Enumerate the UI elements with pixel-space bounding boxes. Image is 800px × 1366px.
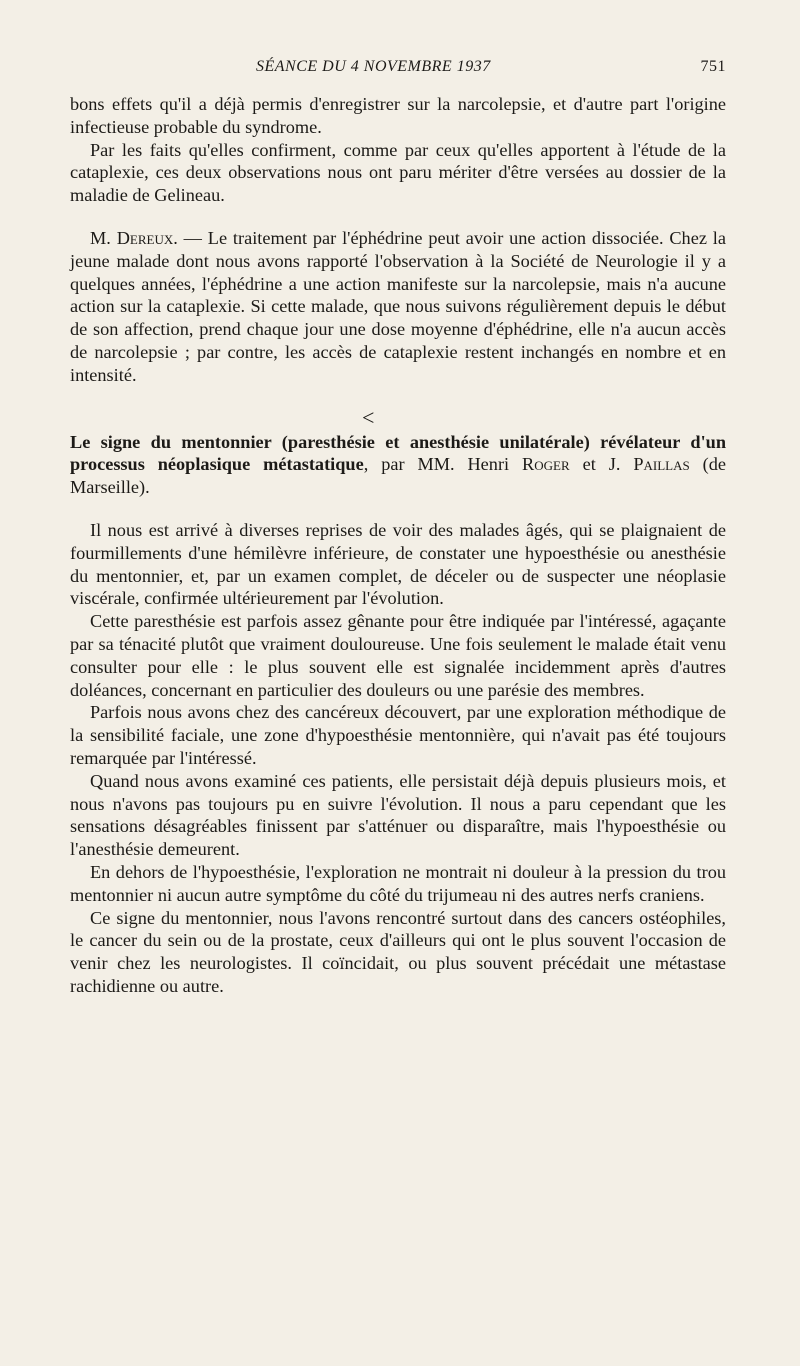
running-title: SÉANCE DU 4 NOVEMBRE 1937: [256, 58, 491, 75]
speaker-prefix: M.: [90, 227, 111, 248]
dereux-text: — Le traitement par l'éphédrine peut avoir une action dissociée. Chez la jeune malade dont nous avons rapporté l'observation à la Société de Neurologie il y a quelques années, l'éphédrine a une action manifeste sur la narcolepsie, mais n'a aucune action sur la cataplexie. Si cette malade, que nous suivons régulièrement depuis le début de son affection, prend chaque jour une dose moyenne d'éphédrine, elle n'a aucun accès de narcolepsie ; par contre, les accès de cataplexie restent inchangés en nombre et en intensité.: [70, 227, 726, 385]
paragraph: Parfois nous avons chez des cancéreux découvert, par une exploration méthodique de la sensibilité faciale, une zone d'hypoesthésie mentonnière, qui n'avait pas été toujours remarquée par l'intéressé.: [70, 702, 726, 768]
paragraph: bons effets qu'il a déjà permis d'enregistrer sur la narcolepsie, et d'autre part l'origine infectieuse probable du syndrome.: [70, 94, 726, 137]
paragraph: Il nous est arrivé à diverses reprises de voir des malades âgés, qui se plaignaient de fourmillements d'une hémilèvre inférieure, de constater une hypoesthésie ou anesthésie du mentonnier, et, par un examen complet, de déceler ou de suspecter une néoplasie viscérale, confirmée ultérieurement par l'évolution.: [70, 519, 726, 609]
speaker-name: Dereux.: [116, 227, 178, 248]
author-origin: (de Marseille).: [70, 454, 726, 498]
author-paillas: Paillas: [633, 454, 690, 475]
article-byline: , par MM. Henri: [363, 454, 510, 475]
author-connector: et J.: [569, 454, 634, 475]
article-title: [70, 431, 726, 499]
section-mark: <: [360, 404, 376, 430]
author-roger: Roger: [522, 454, 570, 475]
paragraph: En dehors de l'hypoesthésie, l'exploration ne montrait ni douleur à la pression du trou mentonnier ni aucun autre symptôme du côté du trijumeau ni des autres nerfs craniens.: [70, 861, 726, 905]
paragraph: Quand nous avons examiné ces patients, elle persistait déjà depuis plusieurs mois, et nous n'avons pas toujours pu en suivre l'évolution. Il nous a paru cependant que les sensations désagréables finissent par s'atténuer ou disparaître, mais l'hypoesthésie ou l'anesthésie demeurent.: [70, 770, 726, 860]
page-number: 751: [700, 58, 726, 75]
article-title-text: Le signe du mentonnier (paresthésie et anesthésie unilatérale) révélateur d'un processus néoplasique métastatique: [70, 431, 726, 475]
paragraph: Cette paresthésie est parfois assez gênante pour être indiquée par l'intéressé, agaçante par sa ténacité plutôt que vraiment douloureuse. Une fois seulement le malade était venu consulter pour elle : le plus souvent elle est signalée incidemment après d'autres doléances, concernant en particulier des douleurs ou une parésie des membres.: [70, 611, 726, 700]
paragraph: Ce signe du mentonnier, nous l'avons rencontré surtout dans des cancers ostéophiles, le cancer du sein ou de la prostate, ceux d'ailleurs qui ont le plus souvent l'occasion de venir chez les neurologistes. Il coïncidait, ou plus souvent précédait une métastase rachidienne ou autre.: [70, 907, 726, 996]
dereux-paragraph: [70, 227, 726, 387]
page-body: [70, 93, 726, 998]
paragraph: Par les faits qu'elles confirment, comme par ceux qu'elles apportent à l'étude de la cataplexie, ces deux observations nous ont paru mériter d'être versées au dossier de la maladie de Gelineau.: [70, 139, 726, 206]
